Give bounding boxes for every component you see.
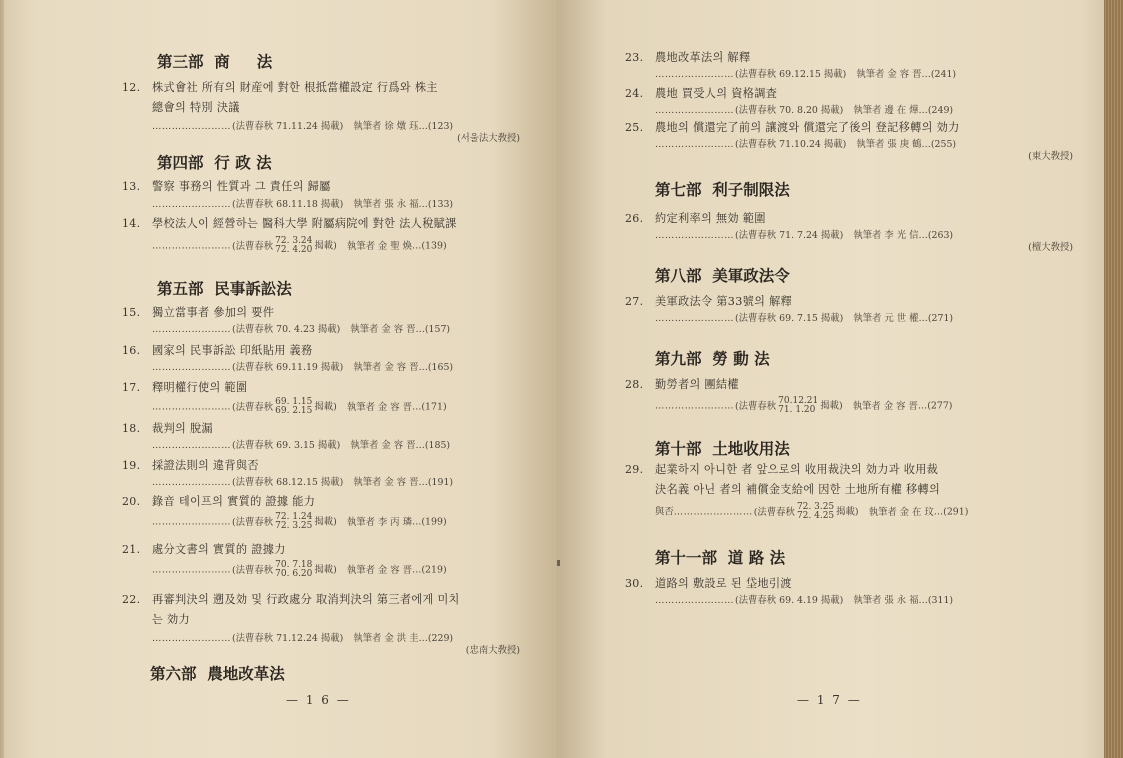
- author-affiliation: (忠南大敎授): [465, 645, 520, 656]
- leader-dots: ……………………: [655, 595, 734, 606]
- part-heading: 第八部 美軍政法令: [655, 267, 790, 285]
- list-item: [122, 378, 522, 416]
- source: (法曹春秋 71.12.24 揭載): [232, 633, 344, 644]
- date: 69. 1.15: [275, 397, 313, 407]
- part-heading: 第六部 農地改革法: [150, 665, 285, 683]
- list-item: [625, 84, 1075, 118]
- entry-title: 錄音 테이프의 實質的 證據 能力: [152, 495, 316, 508]
- entry-reference: [152, 561, 522, 579]
- entry-number: 25.: [625, 121, 644, 134]
- part-heading: 第七部 利子制限法: [655, 181, 790, 199]
- author: 執筆者 李 光 信: [853, 230, 919, 241]
- source: (法曹春秋 70. 4.23 揭載): [232, 324, 341, 335]
- list-item: [122, 456, 522, 490]
- entry-number: 19.: [122, 459, 141, 472]
- title-tail: 與否: [655, 506, 674, 518]
- date: 72. 3.24: [275, 236, 313, 246]
- entry-number: 18.: [122, 422, 141, 435]
- page-number: — 1 6 —: [286, 693, 351, 707]
- entry-reference: [655, 229, 1075, 243]
- author-affiliation: (檀大敎授): [1028, 242, 1073, 253]
- author: 執筆者 邊 在 燁: [853, 105, 919, 116]
- list-item: [625, 48, 1075, 82]
- date-stack: [275, 237, 312, 255]
- page-ref: …(229): [418, 633, 454, 644]
- page-ref: …(311): [918, 595, 954, 606]
- author: 執筆者 金 在 玟: [868, 506, 934, 518]
- date: 72. 3.25: [275, 521, 313, 531]
- source-end: 揭載): [314, 240, 337, 252]
- source-end: 揭載): [314, 516, 337, 528]
- source-end: 揭載): [836, 506, 859, 518]
- entry-reference: [655, 138, 1075, 152]
- page-ref: …(191): [418, 477, 454, 488]
- leader-dots: ……………………: [152, 324, 231, 335]
- author-affiliation: (서울法大敎授): [457, 133, 520, 144]
- entry-reference: [152, 439, 522, 453]
- entry-title: 裁判의 脫漏: [152, 422, 213, 435]
- author: 執筆者 金 容 晋: [346, 564, 413, 576]
- page-number: — 1 7 —: [797, 693, 862, 707]
- entry-number: 16.: [122, 344, 141, 357]
- entry-number: 12.: [122, 81, 141, 94]
- leader-dots: ……………………: [655, 230, 734, 241]
- entry-title-cont: 決名義 아닌 者의 補償金支給에 因한 土地所有權 移轉의: [655, 483, 941, 496]
- list-item: [122, 540, 522, 579]
- list-item: [122, 78, 522, 144]
- list-item: [122, 590, 522, 656]
- entry-reference: [152, 323, 522, 337]
- page-ref: …(219): [412, 564, 447, 576]
- page-ref: …(157): [415, 324, 451, 335]
- entry-title: 株式會社 所有의 財産에 對한 根抵當權設定 行爲와 株主: [152, 81, 438, 94]
- leader-dots: ……………………: [152, 564, 231, 576]
- date-stack: [275, 513, 312, 531]
- page-ref: …(249): [918, 105, 954, 116]
- entry-reference: [655, 503, 1075, 521]
- author: 執筆者 金 容 晋: [346, 401, 413, 413]
- entry-reference: [655, 397, 1075, 415]
- entry-number: 15.: [122, 306, 141, 319]
- part-heading: 第十部 土地收用法: [655, 440, 790, 458]
- spine-mark: [557, 560, 560, 566]
- date-stack: [275, 561, 312, 579]
- source: (法曹春秋: [232, 401, 274, 413]
- entry-reference: [152, 476, 522, 490]
- entry-title: 獨立當事者 參加의 要件: [152, 306, 275, 319]
- author: 執筆者 金 洪 圭: [353, 633, 419, 644]
- list-item: [625, 209, 1075, 253]
- list-item: [625, 375, 1075, 415]
- source-end: 揭載): [820, 400, 843, 412]
- entry-number: 24.: [625, 87, 644, 100]
- entry-number: 23.: [625, 51, 644, 64]
- list-item: [625, 460, 1075, 521]
- source: (法曹春秋 71. 7.24 揭載): [735, 230, 844, 241]
- author: 執筆者 元 世 權: [853, 313, 919, 324]
- entry-title: 農地 買受人의 資格調査: [655, 87, 778, 100]
- source: (法曹春秋 70. 8.20 揭載): [735, 105, 844, 116]
- author: 執筆者 金 容 晋: [353, 362, 419, 373]
- entry-number: 26.: [625, 212, 644, 225]
- entry-reference: [655, 312, 1075, 326]
- part-heading: 第三部 商 法: [157, 53, 273, 71]
- author: 執筆者 張 庚 鶴: [856, 139, 922, 150]
- part-heading: 第九部 勞 動 法: [655, 350, 770, 368]
- entry-reference: [655, 68, 1075, 82]
- list-item: [625, 118, 1075, 162]
- source: (法曹春秋: [735, 400, 777, 412]
- author: 執筆者 金 容 晋: [350, 440, 416, 451]
- author: 執筆者 張 永 福: [853, 595, 919, 606]
- source: (法曹春秋 69.12.15 揭載): [735, 69, 847, 80]
- entry-reference: [152, 513, 522, 531]
- entry-title-cont: 는 効力: [152, 613, 190, 626]
- list-item: [625, 292, 1075, 326]
- date: 69. 2.15: [275, 406, 313, 416]
- entry-number: 28.: [625, 378, 644, 391]
- leader-dots: ……………………: [152, 362, 231, 373]
- date: 70. 6.20: [275, 569, 313, 579]
- list-item: [122, 492, 522, 531]
- date-stack: [797, 503, 834, 521]
- source: (法曹春秋: [232, 516, 274, 528]
- author: 執筆者 金 容 晋: [852, 400, 918, 412]
- author: 執筆者 金 聖 煥: [346, 240, 413, 252]
- entry-title: 釋明權行使의 範圍: [152, 381, 248, 394]
- entry-title: 起業하지 아니한 者 앞으로의 收用裁決의 効力과 收用裁: [655, 463, 939, 476]
- entry-number: 20.: [122, 495, 141, 508]
- leader-dots: ……………………: [655, 69, 734, 80]
- list-item: [122, 177, 522, 212]
- entry-number: 29.: [625, 463, 644, 476]
- entry-title: 勤勞者의 團結權: [655, 378, 739, 391]
- source: (法曹春秋 71.10.24 揭載): [735, 139, 847, 150]
- date: 72. 3.25: [796, 502, 835, 512]
- entry-number: 30.: [625, 577, 644, 590]
- entry-number: 13.: [122, 180, 141, 193]
- page-ref: …(185): [415, 440, 451, 451]
- page-ref: …(241): [921, 69, 957, 80]
- author-affiliation: (東大敎授): [1028, 151, 1073, 162]
- date-stack: [275, 398, 312, 416]
- page-ref: …(291): [933, 506, 969, 518]
- leader-dots: ……………………: [152, 121, 231, 132]
- leader-dots: ……………………: [152, 477, 231, 488]
- source: (法曹春秋 71.11.24 揭載): [232, 121, 344, 132]
- part-heading: 第四部 行 政 法: [157, 154, 272, 172]
- page-ref: …(255): [921, 139, 957, 150]
- source: (法曹春秋: [232, 564, 274, 576]
- author: 執筆者 金 容 晋: [350, 324, 416, 335]
- entry-title: 道路의 敷設로 된 垈地引渡: [655, 577, 792, 590]
- date: 72. 4.20: [275, 245, 313, 255]
- author: 執筆者 徐 燉 珏: [353, 121, 419, 132]
- page-ref: …(139): [412, 240, 447, 252]
- entry-number: 17.: [122, 381, 141, 394]
- source-end: 揭載): [314, 564, 337, 576]
- leader-dots: ……………………: [152, 516, 231, 528]
- leader-dots: ……………………: [152, 440, 231, 451]
- entry-reference: [152, 237, 522, 255]
- source: (法曹春秋 68.12.15 揭載): [232, 477, 344, 488]
- page-ref: …(263): [918, 230, 954, 241]
- entry-title-cont: 總會의 特別 決議: [152, 101, 240, 114]
- date-stack: [778, 397, 818, 415]
- entry-reference: [152, 632, 522, 646]
- entry-title: 農地改革法의 解釋: [655, 51, 751, 64]
- author: 執筆者 李 丙 璘: [346, 516, 413, 528]
- entry-title: 採證法則의 違背與否: [152, 459, 259, 472]
- leader-dots: ……………………: [655, 400, 734, 412]
- entry-number: 27.: [625, 295, 644, 308]
- leader-dots: ……………………: [152, 240, 231, 252]
- source: (法曹春秋 69.11.19 揭載): [232, 362, 344, 373]
- entry-title: 警察 事務의 性質과 그 責任의 歸屬: [152, 180, 331, 193]
- source: (法曹春秋 68.11.18 揭載): [232, 199, 344, 210]
- entry-number: 22.: [122, 593, 141, 606]
- date: 72. 4.25: [796, 511, 835, 521]
- list-item: [625, 574, 1075, 608]
- part-heading: 第五部 民事訴訟法: [157, 280, 292, 298]
- leader-dots: ……………………: [152, 401, 231, 413]
- author: 執筆者 金 容 晋: [856, 69, 922, 80]
- author: 執筆者 金 容 晋: [353, 477, 419, 488]
- entry-title: 約定利率의 無効 範圍: [655, 212, 766, 225]
- source: (法曹春秋 69. 7.15 揭載): [735, 313, 844, 324]
- entry-reference: [152, 198, 522, 212]
- right-page: [557, 0, 1114, 758]
- list-item: [122, 419, 522, 453]
- source: (法曹春秋: [753, 506, 795, 518]
- entry-number: 21.: [122, 543, 141, 556]
- date: 70. 7.18: [275, 560, 313, 570]
- page-ref: …(123): [418, 121, 454, 132]
- leader-dots: ……………………: [152, 633, 231, 644]
- source: (法曹春秋 69. 4.19 揭載): [735, 595, 844, 606]
- leader-dots: ……………………: [655, 139, 734, 150]
- page-ref: …(271): [918, 313, 954, 324]
- page-ref: …(133): [418, 199, 454, 210]
- date: 71. 1.20: [778, 405, 816, 415]
- source-end: 揭載): [314, 401, 337, 413]
- left-page: [4, 0, 557, 758]
- entry-number: 14.: [122, 217, 141, 230]
- leader-dots: ……………………: [152, 199, 231, 210]
- entry-title: 再審判決의 遡及効 및 行政處分 取消判決의 第三者에게 미치: [152, 593, 460, 606]
- entry-title: 處分文書의 實質的 證據力: [152, 543, 286, 556]
- list-item: [122, 341, 522, 375]
- entry-title: 學校法人이 經營하는 醫科大學 附屬病院에 對한 法人稅賦課: [152, 217, 457, 230]
- entry-title: 美軍政法令 第33號의 解釋: [655, 295, 793, 308]
- page-ref: …(199): [412, 516, 447, 528]
- page-ref: …(277): [917, 400, 953, 412]
- list-item: [122, 303, 522, 337]
- leader-dots: ……………………: [655, 313, 734, 324]
- entry-title: 國家의 民事訴訟 印紙貼用 義務: [152, 344, 313, 357]
- leader-dots: ……………………: [673, 506, 753, 518]
- entry-reference: [655, 594, 1075, 608]
- source: (法曹春秋 69. 3.15 揭載): [232, 440, 341, 451]
- part-heading: 第十一部 道 路 法: [655, 549, 786, 567]
- entry-reference: [152, 120, 522, 134]
- book-fore-edge: [1104, 0, 1123, 758]
- entry-reference: [152, 361, 522, 375]
- entry-title: 農地의 償還完了前의 讓渡와 償還完了後의 登記移轉의 効力: [655, 121, 960, 134]
- leader-dots: ……………………: [655, 105, 734, 116]
- entry-reference: [152, 398, 522, 416]
- list-item: [122, 214, 522, 255]
- page-ref: …(171): [412, 401, 447, 413]
- date: 72. 1.24: [275, 512, 313, 522]
- author: 執筆者 張 永 福: [353, 199, 419, 210]
- page-ref: …(165): [418, 362, 454, 373]
- source: (法曹春秋: [232, 240, 274, 252]
- entry-reference: [655, 104, 1075, 118]
- date: 70.12.21: [778, 396, 819, 406]
